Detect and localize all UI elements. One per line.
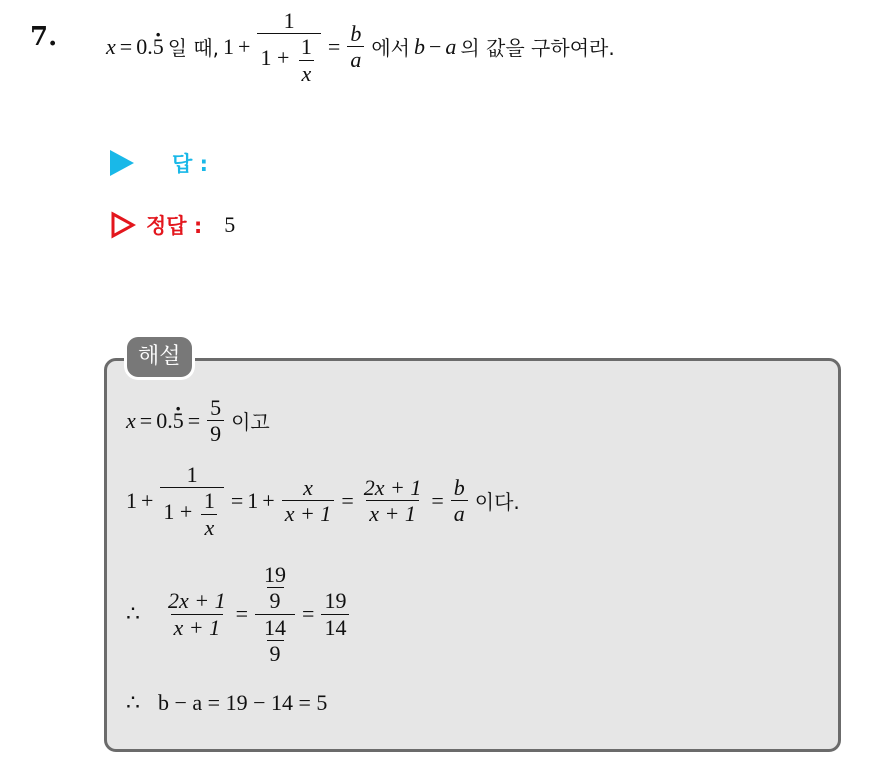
one: 1 <box>223 33 235 59</box>
minus-sign: − <box>428 33 442 59</box>
plus-sign-2: + <box>262 487 275 513</box>
inner-fraction: $\frac{1}{x}$ <box>298 34 315 86</box>
continued-fraction: 1 1 + $\frac{1}{x}$ <box>160 462 223 540</box>
solution-line-1 <box>126 395 270 447</box>
b-over-a-fraction: $\frac{b}{a}$ <box>347 21 364 73</box>
b-over-a-fraction: $\frac{b}{a}$ <box>451 475 468 527</box>
equals-sign: = <box>139 407 153 433</box>
expr-b: b <box>413 33 425 59</box>
correct-answer-row <box>110 210 235 240</box>
question-text <box>106 8 615 86</box>
2x-plus-1-over-x-plus-1-fraction: $\frac{2x + 1}{x + 1}$ <box>168 588 226 640</box>
answer-label: 답 : <box>172 152 208 176</box>
text-tail: 의 값을 구하여라. <box>460 36 615 61</box>
plus-sign: + <box>238 33 251 59</box>
fraction-denominator: 1 + $\frac{1}{x}$ <box>257 33 320 86</box>
2x-plus-1-over-x-plus-1-fraction: $\frac{2x + 1}{x + 1}$ <box>363 475 422 527</box>
answer-row <box>110 148 208 178</box>
solution-line-2 <box>126 462 520 540</box>
var-x: x <box>106 33 116 59</box>
one: 1 <box>126 487 137 513</box>
plus-sign: + <box>141 487 154 513</box>
x-over-x-plus-1-fraction: $\frac{x}{x + 1}$ <box>282 475 335 527</box>
equals-sign-3: = <box>431 487 444 513</box>
text-when: 일 때, <box>167 36 220 61</box>
equals-sign: = <box>235 601 249 627</box>
therefore-symbol: ∴ <box>126 690 140 715</box>
text-is: 이다. <box>474 490 520 515</box>
text-in: 에서 <box>371 36 410 61</box>
var-x: x <box>126 407 136 433</box>
question-number: 7. <box>30 22 58 52</box>
equals-sign-2: = <box>302 601 315 627</box>
text-and: 이고 <box>231 410 270 435</box>
fraction-numerator: 1 <box>283 8 295 33</box>
one-2: 1 <box>247 487 259 513</box>
correct-answer-value: 5 <box>224 212 236 237</box>
final-expression: b − a = 19 − 14 = 5 <box>158 690 328 715</box>
therefore-symbol: ∴ <box>126 601 140 627</box>
five-ninths-fraction: $\frac{5}{9}$ <box>207 395 224 447</box>
repeating-decimal: 0.· 5 <box>156 408 184 434</box>
play-triangle-icon <box>110 150 134 176</box>
solution-tab: 해설 <box>127 337 192 377</box>
equals-sign: = <box>119 33 133 59</box>
equals-sign-2: = <box>341 487 354 513</box>
solution-line-4 <box>126 690 327 716</box>
continued-fraction <box>257 8 320 86</box>
solution-line-3 <box>126 562 352 666</box>
equals-sign: = <box>230 487 244 513</box>
outline-triangle-icon <box>110 211 136 239</box>
correct-answer-label: 정답 : <box>146 214 203 238</box>
nineteen-fourteenths-fraction: $\frac{19}{14}$ <box>321 588 349 640</box>
repeating-decimal: 0.· 5 <box>136 34 164 60</box>
equals-sign-2: = <box>187 407 201 433</box>
expr-a: a <box>445 33 457 59</box>
equals-sign-2: = <box>327 33 341 59</box>
compound-fraction: $\frac{\frac{19}{9}}{\frac{14}{9}}$ <box>255 562 295 666</box>
